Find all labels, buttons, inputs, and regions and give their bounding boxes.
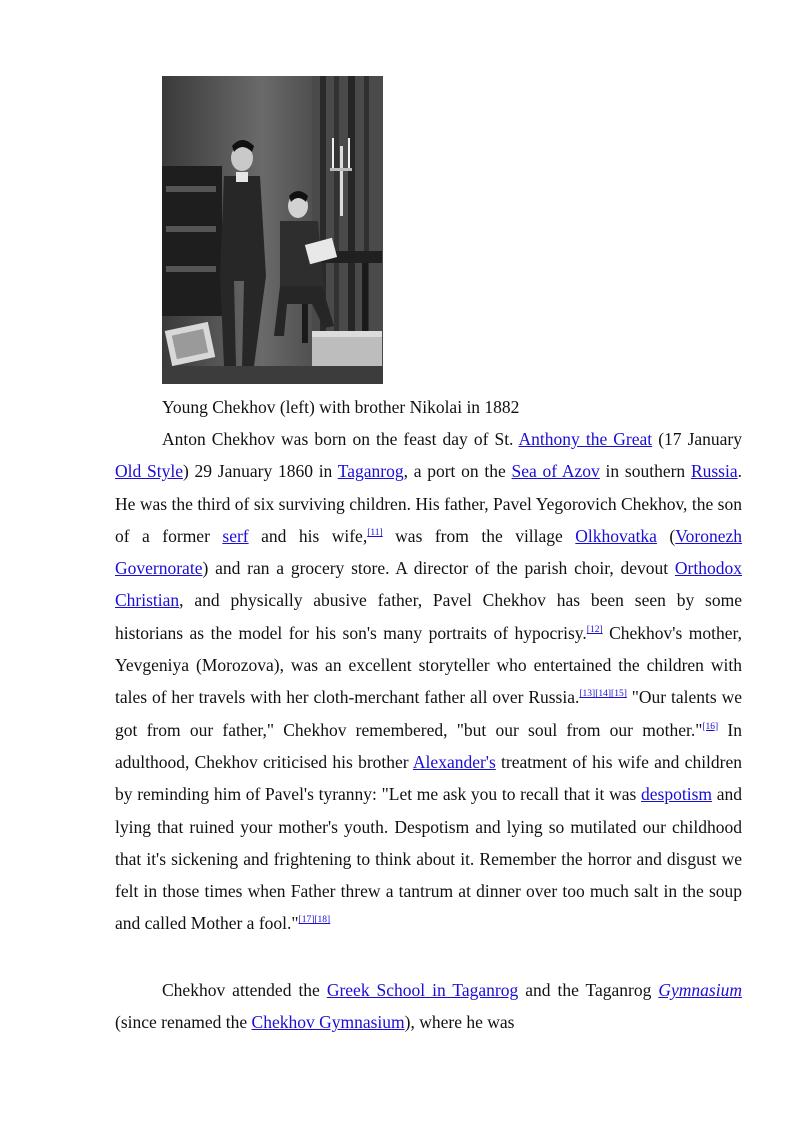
link-taganrog[interactable]: Taganrog (337, 461, 404, 482)
citation-link[interactable]: [13] (579, 689, 596, 700)
text-run: and his wife, (248, 525, 368, 546)
text-run: "Our talents we got from our father," Chekhov remembered, "but our soul from our mother." (115, 687, 742, 740)
text-run: Anton Chekhov was born on the feast day of St. (162, 429, 519, 449)
citation-link[interactable]: [11] (367, 527, 383, 538)
citation-11[interactable] (367, 528, 382, 538)
paragraph-early-life (115, 423, 742, 940)
text-run: Chekhov's mother, Yevgeniya (Morozova), was an excellent storyteller who entertained the children with tales of her travels with her cloth-merchant father all over Russia. (115, 622, 742, 708)
text-run: . He was the third of six surviving children. His father, Pavel Yegorovich Chekhov, the son of a former (115, 461, 742, 546)
text-run: in southern (599, 461, 691, 482)
link-anthony-the-great[interactable]: Anthony the Great (518, 429, 653, 449)
link-gymnasium-text: Gymnasium (658, 980, 742, 1000)
text-run: , and physically abusive father, Pavel Chekhov has been seen by some historians as the model for his son's many portraits of hypocrisy. (115, 590, 742, 643)
link-alexander[interactable]: Alexander's (412, 751, 496, 772)
chekhov-brothers-photo (162, 76, 383, 384)
text-run: ( (656, 525, 676, 546)
text-run: Chekhov attended the (162, 980, 327, 1000)
citation-link[interactable]: [12] (586, 624, 603, 635)
link-greek-school-taganrog[interactable]: Greek School in Taganrog (326, 980, 519, 1000)
text-run: treatment of his wife and children by reminding him of Pavel's tyranny: "Let me ask you to recall that it was (115, 751, 743, 805)
link-old-style[interactable]: Old Style (115, 461, 183, 482)
text-run: (17 January (652, 429, 742, 449)
text-run: (since renamed the (115, 1012, 252, 1033)
paragraph-education (115, 974, 742, 1039)
link-orthodox-christian[interactable]: Orthodox Christian (115, 558, 742, 611)
link-russia[interactable]: Russia (690, 461, 738, 482)
text-run: was from the village (382, 525, 576, 546)
link-despotism[interactable]: despotism (641, 784, 713, 805)
text-run: In adulthood, Chekhov criticised his brother (115, 719, 742, 772)
link-olkhovatka[interactable]: Olkhovatka (575, 525, 657, 546)
text-run: ), where he was (404, 1012, 515, 1033)
citation-link[interactable]: [18] (314, 915, 331, 926)
link-chekhov-gymnasium[interactable]: Chekhov Gymnasium (251, 1012, 405, 1033)
citation-link[interactable]: [17] (298, 915, 315, 926)
citation-12[interactable] (587, 625, 603, 635)
citation-17-18[interactable] (299, 915, 331, 925)
link-sea-of-azov[interactable]: Sea of Azov (511, 461, 600, 482)
link-serf[interactable]: serf (222, 525, 249, 546)
text-run: and lying that ruined your mother's youth. Despotism and lying so mutilated our childhood that it's sickening and frightening to think about it. Remember the horror and disgust we felt in those times when Father threw a tantrum at dinner over too much salt in the soup and called Mother a fool." (115, 784, 742, 934)
citation-13-15[interactable] (579, 689, 626, 699)
citation-16[interactable] (702, 722, 718, 732)
text-run: ) 29 January 1860 in (182, 461, 338, 482)
photo-caption: Young Chekhov (left) with brother Nikolai in 1882 (162, 397, 520, 417)
text-run: and the Taganrog (518, 980, 659, 1000)
text-run: ) and ran a grocery store. A director of the parish choir, devout (202, 558, 675, 579)
photo-image (162, 76, 383, 384)
citation-link[interactable]: [14] (595, 689, 612, 700)
link-gymnasium[interactable] (658, 980, 742, 1000)
text-run: , a port on the (403, 461, 512, 482)
link-voronezh-governorate[interactable]: Voronezh Governorate (115, 525, 743, 579)
citation-link[interactable]: [16] (702, 721, 719, 732)
citation-link[interactable]: [15] (611, 689, 627, 700)
